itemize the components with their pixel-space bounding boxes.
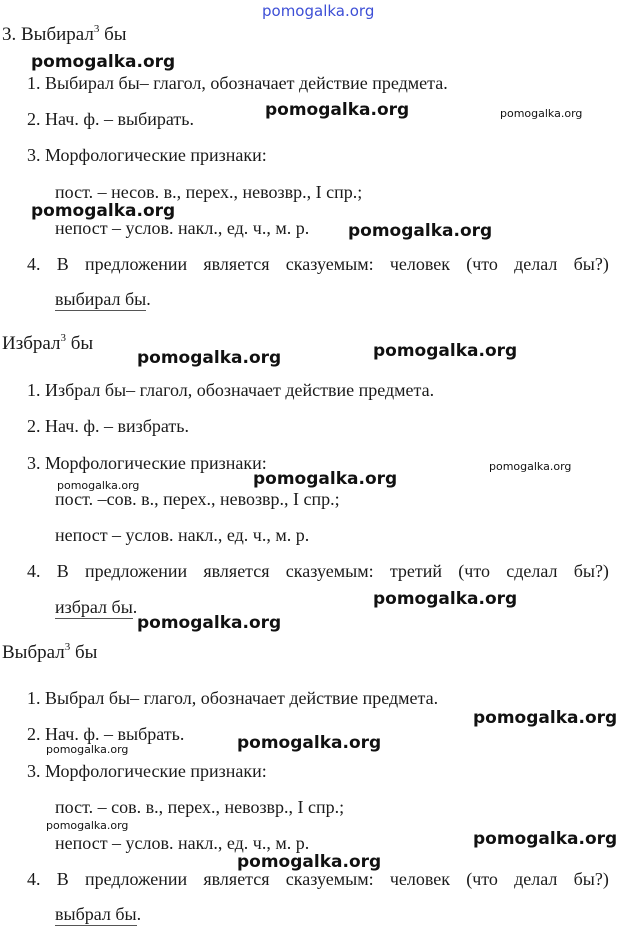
item-4-word: сделал — [506, 561, 558, 581]
predicate-line — [55, 596, 137, 618]
section-heading-izbral — [2, 333, 93, 355]
item-4-word: бы?) — [573, 869, 609, 889]
item-4-word: является — [203, 254, 270, 274]
item-4-word: предложении — [84, 561, 188, 581]
watermark: pomogalka.org — [137, 613, 282, 633]
heading-suffix: бы — [65, 333, 94, 354]
heading-sup: 3 — [64, 641, 71, 653]
list-item-3: 3. Морфологические признаки: — [27, 761, 267, 781]
list-item-3: 3. Морфологические признаки: — [27, 453, 267, 473]
item-4-word: бы?) — [573, 561, 609, 581]
list-item-3: 3. Морфологические признаки: — [27, 145, 267, 165]
list-item-2: 2. Нач. ф. – выбирать. — [27, 109, 194, 129]
list-item-4 — [27, 868, 609, 890]
predicate-line — [55, 903, 141, 925]
watermark: pomogalka.org — [46, 743, 129, 756]
heading-word: 3. Выбирал — [2, 24, 94, 45]
watermark-top: pomogalka.org — [262, 2, 375, 20]
watermark: pomogalka.org — [46, 819, 129, 832]
item-4-word: делал — [514, 254, 558, 274]
heading-sup: 3 — [93, 23, 100, 35]
item-4-word: 4. — [27, 254, 41, 274]
nonconstant-features: непост – услов. накл., ед. ч., м. р. — [55, 218, 310, 238]
watermark: pomogalka.org — [31, 52, 176, 72]
item-4-word: (что — [466, 869, 498, 889]
period: . — [146, 289, 151, 309]
heading-word: Выбрал — [2, 642, 65, 663]
list-item-4 — [27, 253, 609, 275]
item-4-word: третий — [389, 561, 443, 581]
watermark: pomogalka.org — [348, 221, 493, 241]
watermark: pomogalka.org — [57, 479, 140, 492]
list-item-2: 2. Нач. ф. – выбрать. — [27, 724, 185, 744]
item-4-word: человек — [389, 869, 450, 889]
item-4-word: бы?) — [573, 254, 609, 274]
list-item-4 — [27, 560, 609, 582]
item-4-word: предложении — [84, 869, 188, 889]
nonconstant-features: непост – услов. накл., ед. ч., м. р. — [55, 833, 310, 853]
heading-word: Избрал — [2, 333, 61, 354]
constant-features: пост. –сов. в., перех., невозвр., I спр.; — [55, 489, 340, 509]
heading-suffix: бы — [99, 24, 127, 45]
nonconstant-features: непост – услов. накл., ед. ч., м. р. — [55, 525, 310, 545]
period: . — [136, 904, 142, 924]
item-4-word: делал — [514, 869, 558, 889]
item-4-word: сказуемым: — [285, 869, 374, 889]
heading-sup: 3 — [60, 332, 66, 344]
watermark: pomogalka.org — [473, 708, 618, 728]
watermark: pomogalka.org — [137, 348, 282, 368]
item-4-word: В — [56, 869, 69, 889]
section-heading-vybiral — [2, 24, 127, 46]
item-4-word: сказуемым: — [285, 561, 374, 581]
underlined-predicate: выбрал бы — [55, 904, 137, 924]
item-4-word: сказуемым: — [285, 254, 374, 274]
item-4-word: В — [56, 254, 69, 274]
watermark: pomogalka.org — [237, 733, 382, 753]
underlined-predicate: выбирал бы — [55, 289, 147, 309]
item-4-word: В — [56, 561, 69, 581]
item-4-word: (что — [466, 254, 498, 274]
watermark: pomogalka.org — [31, 201, 176, 221]
predicate-line — [55, 288, 151, 310]
item-4-word: (что — [458, 561, 490, 581]
watermark: pomogalka.org — [489, 460, 572, 473]
item-4-word: 4. — [27, 561, 41, 581]
item-4-word: человек — [389, 254, 450, 274]
watermark: pomogalka.org — [265, 100, 410, 120]
item-4-word: является — [203, 561, 270, 581]
watermark: pomogalka.org — [473, 829, 618, 849]
watermark: pomogalka.org — [500, 107, 583, 120]
period: . — [132, 597, 138, 617]
section-heading-vybral — [2, 642, 97, 664]
item-4-word: предложении — [84, 254, 188, 274]
constant-features: пост. – сов. в., перех., невозвр., I спр.; — [55, 797, 345, 817]
watermark: pomogalka.org — [253, 469, 398, 489]
list-item-1: 1. Избрал бы– глагол, обозначает действие предмета. — [27, 380, 435, 400]
list-item-1: 1. Выбрал бы– глагол, обозначает действие предмета. — [27, 688, 439, 708]
list-item-1: 1. Выбирал бы– глагол, обозначает действие предмета. — [27, 73, 448, 93]
item-4-word: является — [203, 869, 270, 889]
watermark: pomogalka.org — [373, 589, 518, 609]
watermark: pomogalka.org — [237, 852, 382, 872]
list-item-2: 2. Нач. ф. – визбрать. — [27, 416, 189, 436]
heading-suffix: бы — [70, 642, 98, 663]
watermark: pomogalka.org — [373, 341, 518, 361]
item-4-word: 4. — [27, 869, 41, 889]
constant-features: пост. – несов. в., перех., невозвр., I спр.; — [55, 182, 363, 202]
underlined-predicate: избрал бы — [55, 597, 133, 617]
